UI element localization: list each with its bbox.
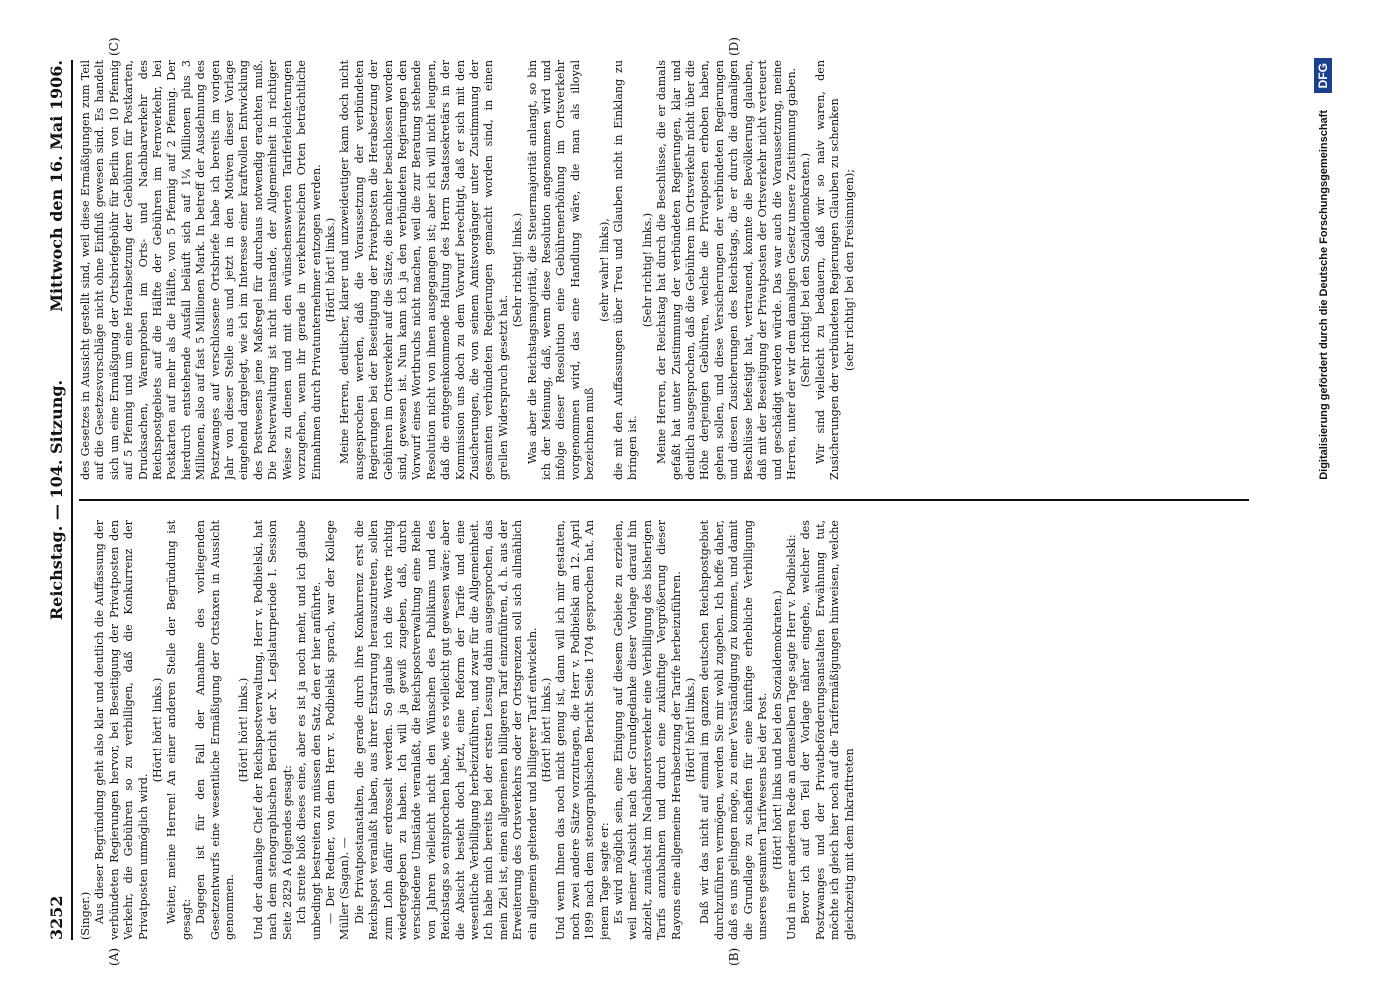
quotation: Ich streite bloß dieses eine, aber es ist ja noch mehr, und ich glaube unbedingt bestreiten zu müssen den Satz, den er hier anführte. [294, 520, 322, 940]
session-title: Reichstag. — 104. Sitzung. [46, 379, 66, 621]
paragraph: Und wenn Ihnen das noch nicht genug ist, dann will ich mir gestatten, noch zwei andere Sätze vorzutragen, die Herr v. Podbielski am 12. April 1899 nach dem stenographischen Bericht Seite 1704 gesprochen hat. An jenem Tage sagte er: [553, 520, 611, 940]
paragraph: Meine Herren, der Reichstag hat durch die Beschlüsse, die er damals gefaßt hat unter Zustimmung der verbündeten Regierungen, klar und deutlich ausgesprochen, daß die Gebühren im Ortsverkehr nicht über die Höhe derjenigen Gebühren, welche die Privatposten erhoben haben, gehen sollen, und diese Versicherungen der verbündeten Regierungen und diesen Zusicherungen des Reichstags, die er durch die damaligen Beschlüsse befestigt hat, vertrauend, konnte die Bevölkerung glauben, daß mit der Beseitigung der Privatposten der Ortsverkehr nicht verteuert und geschädigt werden würde. Das war auch die Voraussetzung, meine Herren, unter der wir dem damaligen Gesetz unsere Zustimmung gaben. [654, 60, 798, 480]
document-page [27, 20, 1357, 980]
paragraph: Und der damalige Chef der Reichspostverwaltung, Herr v. Podbielski, hat nach dem stenographischen Bericht der X. Legislaturperiode I. Session Seite 2829 A folgendes gesagt: [251, 520, 294, 940]
page-number: 3252 [46, 895, 66, 940]
margin-marker-a: (A) [106, 947, 121, 966]
quotation: Daß wir das nicht auf einmal im ganzen deutschen Reichspostgebiet durchzuführen vermögen, werden Sie mir wohl zugeben. Ich hoffe daher, daß es uns gelingen möge, zu einer Verständigung zu kommen, und damit die Grundlage zu schaffen für eine künftige erhebliche Verbilligung unseres gesamten Tarifwesens bei der Post. [697, 520, 769, 940]
margin-marker-b: (B) [726, 947, 741, 966]
quotation: Bevor ich auf den Teil der Vorlage näher eingehe, welcher des Postzwanges und der Privatbeförderungsanstalten Erwähnung tut, möchte ich gleich hier noch auf die Tarifermäßigungen hinweisen, welche gleichzeitig mit dem Inkrafttreten [798, 520, 856, 940]
interjection: (Hört! hört! links.) [323, 217, 337, 323]
quotation: Die Privatpostanstalten, die gerade durch ihre Konkurrenz erst die Reichspost veranlaßt haben, aus ihrer Erstarrung herauszutreten, sollen zum Lohn dafür erdrosselt werden. So glaube ich die Worte richtig wiedergegeben zu haben. Ich will ja gewiß zugeben, daß, durch verschiedene Umstände veranlaßt, die Reichspostverwaltung eine Reihe von Jahren vielleicht nicht den Wünschen des Publikums und des Reichstags so entsprochen habe, wie es vielleicht gut gewesen wäre; aber die Absicht besteht doch jetzt, eine Reform der Tarife und eine wesentliche Verbilligung herbeizuführen, und zwar für die Allgemeinheit. Ich habe mich bereits bei der ersten Lesung dahin ausgesprochen, das mein Ziel ist, einen allgemeinen billigeren Tarif einzuführen, d. h. aus der Erweiterung des Ortsverkehrs oder der Ortsgrenzen soll sich allmählich ein allgemein geltender und billigerer Tarif entwickeln. [352, 520, 539, 940]
digitization-footer [1312, 50, 1342, 950]
header-rule [71, 60, 73, 940]
quotation: Es wird möglich sein, eine Einigung auf diesem Gebiete zu erzielen, weil meiner Ansicht nach der Grundgedanke dieser Vorlage darauf hin abzielt, zunächst im Nachbarortsverkehr eine Verbilligung des bisherigen Tarifs anzubahnen und durch eine zukünftige Vergrößerung dieser Rayons eine allgemeine Herabsetzung der Tarife herbeizuführen. [611, 520, 683, 940]
paragraph: Weiter, meine Herren! An einer anderen Stelle der Begründung ist gesagt: [164, 520, 193, 940]
digitization-note: Digitalisierung gefördert durch die Deutsche Forschungsgemeinschaft [1317, 110, 1330, 480]
quotation: — Der Redner, von dem Herr v. Podbielski sprach, war der Kollege Müller (Sagan). — [323, 520, 351, 940]
interjection: (Hört! hört! links.) [683, 677, 697, 783]
right-column [79, 60, 1249, 480]
paragraph: Meine Herren, deutlicher, klarer und unzweideutiger kann doch nicht ausgesprochen werden, daß die Voraussetzung der verbündeten Regierungen bei der Beseitigung der Privatposten die Herabsetzung der Gebühren im Ortsverkehr auf die Sätze, die nachher beschlossen worden sind, gewesen ist. Nun kann ich ja den verbündeten Regierungen den Vorwurf eines Wortbruchs nicht machen, weil die zur Beratung stehende Resolution nicht von ihnen ausgegangen ist; aber ich will nicht leugnen, daß die entgegenkommende Haltung des Herrn Staatssekretärs in der Kommission uns doch zu dem Vorwurf berechtigt, daß er sich mit den Zusicherungen, die von seinem Amtsvorgänger unter Zustimmung der gesamten verbündeten Regierungen gemacht worden sind, in einen grellen Widerspruch gesetzt hat. [337, 60, 510, 480]
interjection: (Sehr richtig! bei den Sozialdemokraten.) [798, 152, 812, 388]
interjection: (Sehr richtig! links.) [510, 212, 524, 328]
paragraph: Und in einer anderen Rede an demselben Tage sagte Herr v. Podbielski: [784, 534, 798, 940]
page-header [41, 60, 71, 940]
quotation: Dagegen ist für den Fall der Annahme des vorliegenden Gesetzentwurfs eine wesentliche Ermäßigung der Ortstaxen in Aussicht genommen. [193, 520, 236, 940]
interjection: (sehr richtig! bei den Freisinnigen); [842, 169, 856, 372]
interjection: (Hört! hört! links.) [236, 677, 250, 783]
margin-marker-c: (C) [106, 37, 121, 56]
paragraph: Aus dieser Begründung geht also klar und deutlich die Auffassung der verbündeten Regierungen hervor, bei Beseitigung der Privatposten den Verkehr, die Gebühren so zu verbilligen, daß die Konkurrenz der Privatposten unmöglich wird. [92, 520, 150, 940]
left-column [79, 520, 1249, 940]
interjection: (Hört! hört! links.) [539, 677, 553, 783]
margin-marker-d: (D) [726, 37, 741, 56]
interjection: (Hört! hört! links und bei den Sozialdemokraten.) [770, 590, 783, 870]
interjection: (Hört! hört! links.) [150, 677, 164, 783]
paragraph: die mit den Auffassungen über Treu und Glauben nicht in Einklang zu bringen ist. [611, 60, 639, 480]
paragraph: Wir sind vielleicht zu bedauern, daß wir so naiv waren, den Zusicherungen der verbündeten Regierungen Glauben zu schenken [813, 60, 841, 480]
interjection: (Sehr richtig! links.) [640, 212, 654, 328]
paragraph: Was aber die Reichstagsmajorität, die Steuermajorität anlangt, so bin ich der Meinung, daß, wenn diese Resolution angenommen wird und infolge dieser Resolution eine Gebührenerhöhung im Ortsverkehr vorgenommen wird, das eine Handlung wäre, die man als illoyal bezeichnen muß [525, 60, 596, 480]
dfg-logo: DFG [1314, 58, 1332, 93]
session-date: Mittwoch den 16. Mai 1906. [46, 60, 66, 312]
interjection: (sehr wahr! links), [597, 218, 611, 322]
speaker-name: (Singer.) [78, 891, 92, 940]
quotation: des Gesetzes in Aussicht gestellt sind, weil diese Ermäßigungen zum Teil auf die Gesetzesvorschläge nicht ohne Einfluß gewesen sind. Es handelt sich um eine Ermäßigung der Ortsbriefgebühr für Berlin von 10 Pfennig auf 5 Pfennig und um eine Herabsetzung der Gebühren für Postkarten, Drucksachen, Warenproben im Orts- und Nachbarverkehr des Reichspostgebiets auf die Hälfte der Gebühren im Fernverkehr, bei Postkarten auf mehr als die Hälfte, von 5 Pfennig auf 2 Pfennig. Der hierdurch entstehende Ausfall beläuft sich auf 1¼ Millionen plus 3 Millionen, also auf fast 5 Millionen Mark. In betreff der Ausdehnung des Postzwanges auf verschlossene Ortsbriefe habe ich bereits im vorigen Jahr von dieser Stelle aus und jetzt in den Motiven dieser Vorlage eingehend dargelegt, wie ich im Interesse einer kraftvollen Entwicklung des Postwesens jene Maßregel für durchaus notwendig erachten muß. Die Postverwaltung ist nicht imstande, der Allgemeinheit in richtiger Weise zu dienen und mit den wünschenswerten Tariferleichterungen vorzugehen, wenn ihr gerade in verkehrsreichen Orten beträchtliche Einnahmen durch Privatunternehmer entzogen werden. [78, 60, 322, 480]
column-divider [79, 499, 1249, 501]
